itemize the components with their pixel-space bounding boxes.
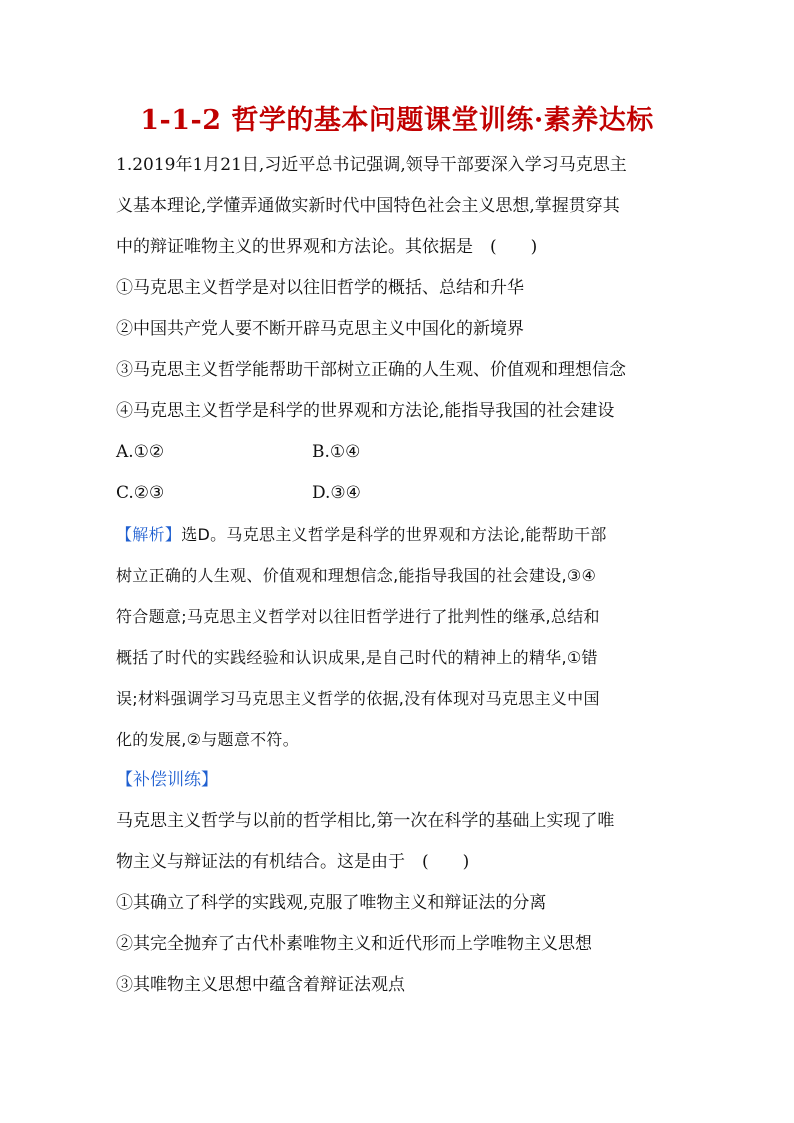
answer-option-d: D.③④: [312, 483, 361, 503]
question-stem-line: 义基本理论,学懂弄通做实新时代中国特色社会主义思想,掌握贯穿其: [116, 196, 620, 216]
analysis-line: 化的发展,②与题意不符。: [116, 730, 300, 749]
statement-item: ①马克思主义哲学是对以往旧哲学的概括、总结和升华: [116, 278, 524, 298]
answer-option-c: C.②③: [116, 483, 165, 503]
statement-item: ③马克思主义哲学能帮助干部树立正确的人生观、价值观和理想信念: [116, 360, 626, 380]
analysis-line: [116, 514, 686, 555]
question-stem-line: 1.2019年1月21日,习近平总书记强调,领导干部要深入学习马克思主: [116, 155, 627, 175]
supplement-tag: 【补偿训练】: [116, 770, 218, 790]
analysis-line: 树立正确的人生观、价值观和理想信念,能指导我国的社会建设,③④: [116, 566, 597, 585]
statement-item: ④马克思主义哲学是科学的世界观和方法论,能指导我国的社会建设: [116, 401, 615, 421]
supplement-stem-line: 物主义与辩证法的有机结合。这是由于 ( ): [116, 852, 470, 872]
analysis-tag: 【解析】: [116, 525, 182, 544]
supplement-item: ③其唯物主义思想中蕴含着辩证法观点: [116, 975, 405, 995]
page-title: 1-1-2 哲学的基本问题课堂训练·素养达标: [140, 105, 654, 136]
supplement-item: ②其完全抛弃了古代朴素唯物主义和近代形而上学唯物主义思想: [116, 934, 592, 954]
analysis-text: 选D。马克思主义哲学是科学的世界观和方法论,能帮助干部: [181, 525, 607, 544]
answer-option-b: B.①④: [312, 442, 361, 462]
analysis-block: [116, 514, 686, 760]
question-1: [116, 145, 686, 760]
answer-options-row: [116, 473, 686, 514]
analysis-line: 概括了时代的实践经验和认识成果,是自己时代的精神上的精华,①错: [116, 648, 598, 667]
statement-item: ②中国共产党人要不断开辟马克思主义中国化的新境界: [116, 319, 524, 339]
question-stem-line: 中的辩证唯物主义的世界观和方法论。其依据是 ( ): [116, 237, 538, 257]
answer-option-a: A.①②: [116, 442, 165, 462]
supplement-section: [116, 760, 686, 1006]
answer-options-row: [116, 432, 686, 473]
analysis-line: 误;材料强调学习马克思主义哲学的依据,没有体现对马克思主义中国: [116, 689, 600, 708]
supplement-item: ①其确立了科学的实践观,克服了唯物主义和辩证法的分离: [116, 893, 547, 913]
supplement-stem-line: 马克思主义哲学与以前的哲学相比,第一次在科学的基础上实现了唯: [116, 811, 615, 831]
document-body: [116, 145, 686, 1006]
analysis-line: 符合题意;马克思主义哲学对以往旧哲学进行了批判性的继承,总结和: [116, 607, 600, 626]
